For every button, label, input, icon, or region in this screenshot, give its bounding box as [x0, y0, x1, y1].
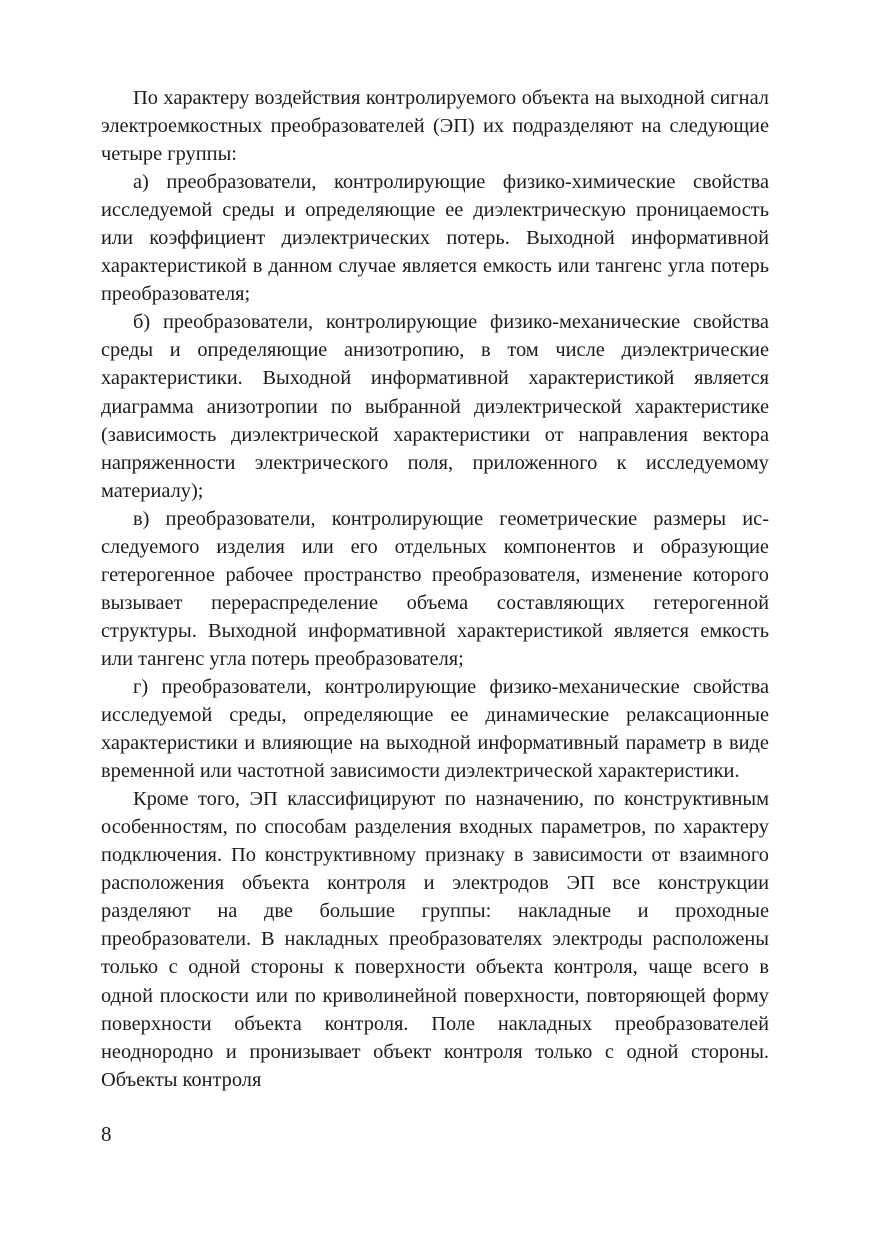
paragraph-group-b: б) преобразователи, контролирующие физико-механические свойства среды и определяющие анизотропию, в том числе диэлектрические характеристики. Выходной информативной характеристикой является диаграмма анизотропии по выбранной диэлектрической характеристике (зависимость диэлектрической характеристики от направления вектора напряженности электрического поля, приложенного к исследуемому материалу);	[101, 311, 769, 502]
paragraph-group-d: г) преобразователи, контролирующие физико-механические свойства исследуемой среды, определяющие ее динамические релаксационные характеристики и влияющие на выходной информативный параметр в виде временной или частотной зависимости диэлектрической характеристики.	[101, 675, 769, 783]
paragraph-intro: По характеру воздействия контролируемого объекта на выходной сигнал электроемкостных преобразователей (ЭП) их подразделяют на следующие четыре группы:	[101, 87, 769, 166]
page-number: 8	[101, 1122, 112, 1146]
paragraph-group-c: в) преобразователи, контролирующие геометрические размеры исследуемого изделия или его отдельных компонентов и образующие гетерогенное рабочее пространство преобразователя, изменение которого вызывает перераспределение объема составляющих гетерогенной структуры. Выходной информативной характеристикой является емкость или тангенс угла потерь преобразователя;	[101, 507, 769, 670]
body-text	[101, 84, 769, 1094]
paragraph-group-a: а) преобразователи, контролирующие физико-химические свойства исследуемой среды и определяющие ее диэлектрическую проницаемость или коэффициент диэлектрических потерь. Выходной информативной характеристикой в данном случае является емкость или тангенс угла потерь преобразователя;	[101, 171, 769, 306]
paragraph-classification: Кроме того, ЭП классифицируют по назначению, по конструктивным особенностям, по способам разделения входных параметров, по характеру подключения. По конструктивному признаку в зависимости от взаимного расположения объекта контроля и электродов ЭП все конструкции разделяют на две большие группы: накладные и проходные преобразователи. В накладных преобразователях электроды расположены только с одной стороны к поверхности объекта контроля, чаще всего в одной плоскости или по криволинейной поверхности, повторяющей форму поверхности объекта контроля. Поле накладных преобразователей неоднородно и пронизывает объект контроля только с одной стороны. Объекты контроля	[101, 788, 769, 1091]
